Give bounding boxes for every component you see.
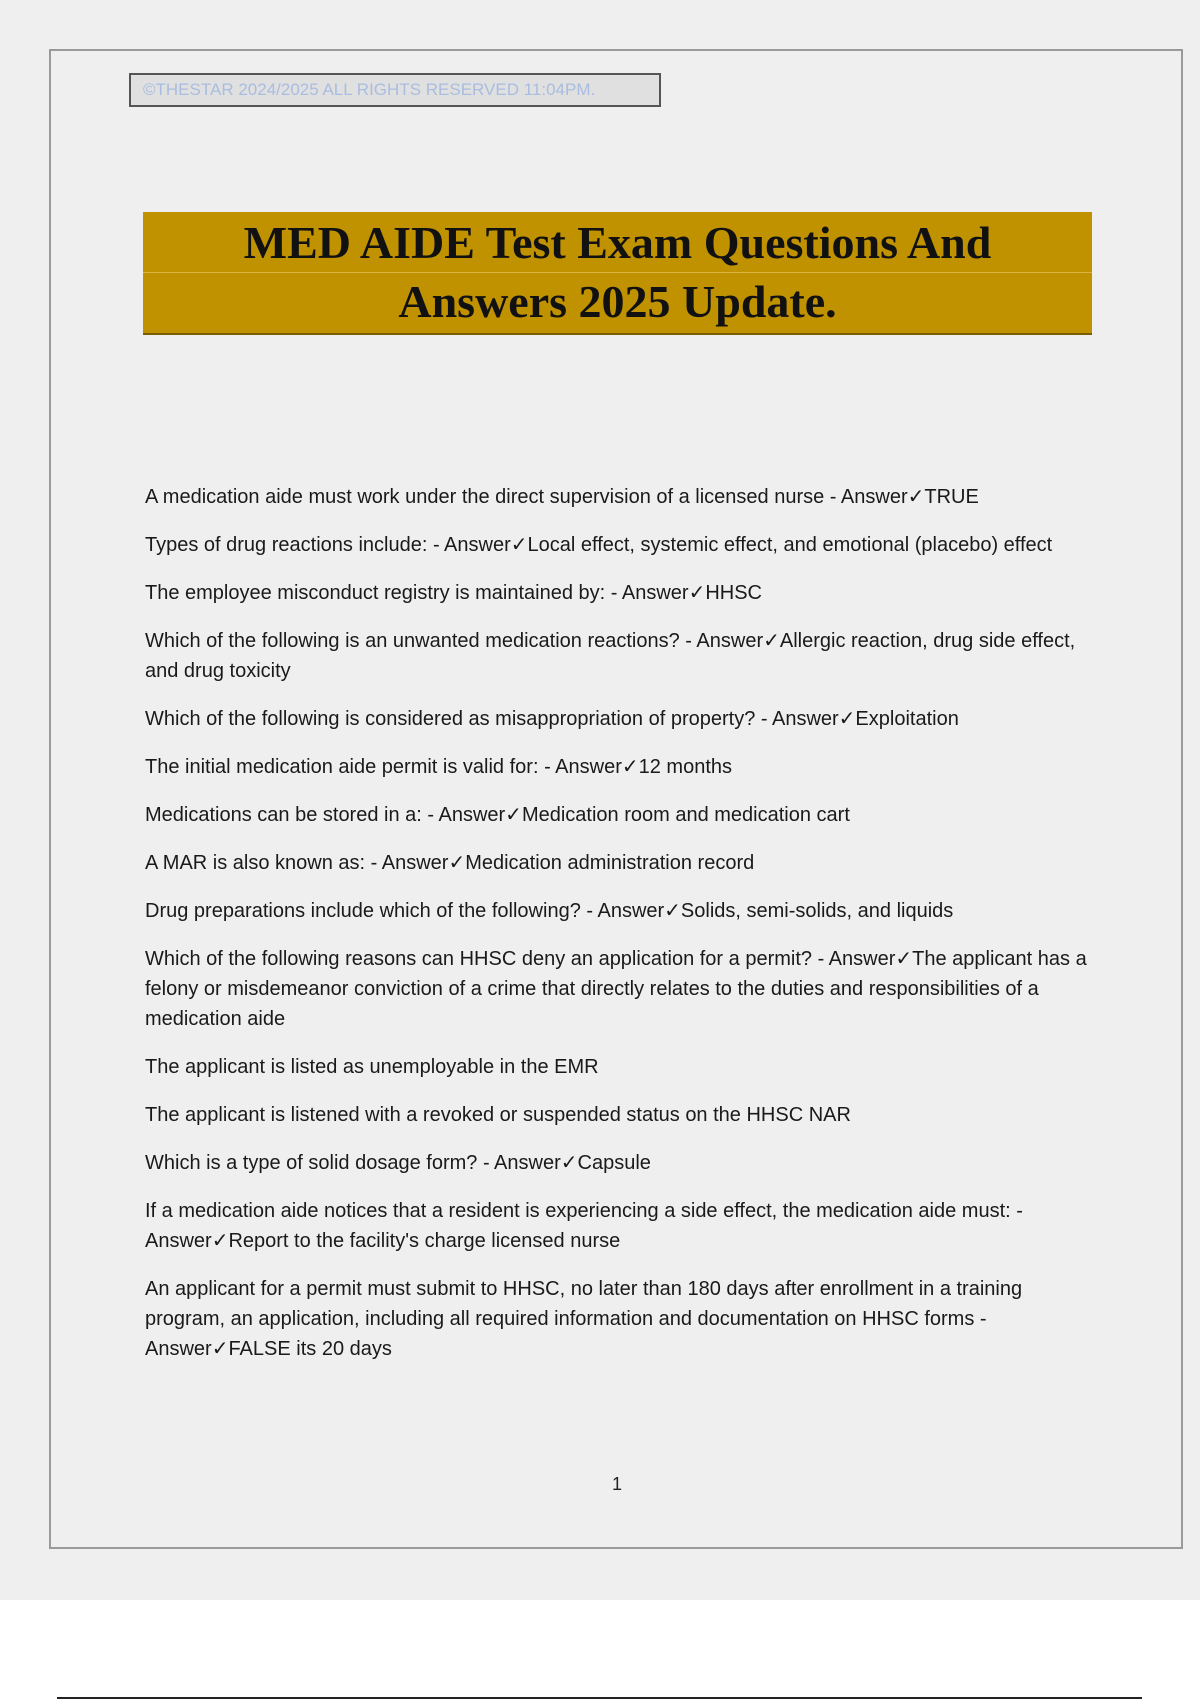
qa-item: The applicant is listened with a revoked or suspended status on the HHSC NAR (145, 1104, 851, 1126)
copyright-banner (129, 73, 661, 107)
qa-item: Medications can be stored in a: - Answer✓Medication room and medication cart (145, 804, 850, 826)
title-line-1: MED AIDE Test Exam Questions And (243, 217, 992, 268)
qa-item: Which of the following is considered as misappropriation of property? - Answer✓Exploitation (145, 708, 959, 730)
bottom-divider (57, 1697, 1142, 1699)
qa-list (145, 482, 1090, 1382)
qa-item: The applicant is listed as unemployable in the EMR (145, 1056, 599, 1078)
qa-item: The employee misconduct registry is maintained by: - Answer✓HHSC (145, 582, 762, 604)
qa-item: A MAR is also known as: - Answer✓Medication administration record (145, 852, 755, 874)
qa-item: Which of the following reasons can HHSC deny an application for a permit? - Answer✓The applicant has a felony or misdemeanor conviction of a crime that directly relates to the duties and responsibilities of a medication aide (145, 948, 1087, 1030)
qa-item: Drug preparations include which of the following? - Answer✓Solids, semi-solids, and liquids (145, 900, 954, 922)
title-banner (143, 212, 1092, 335)
qa-item: Which of the following is an unwanted medication reactions? - Answer✓Allergic reaction, drug side effect, and drug toxicity (145, 630, 1076, 682)
page-number: 1 (611, 1474, 622, 1494)
title-line-2: Answers 2025 Update. (398, 276, 837, 327)
qa-item: Types of drug reactions include: - Answer✓Local effect, systemic effect, and emotional (placebo) effect (145, 534, 1053, 556)
qa-item: If a medication aide notices that a resident is experiencing a side effect, the medication aide must: - Answer✓Report to the facility's charge licensed nurse (145, 1200, 1023, 1252)
copyright-text: ©THESTAR 2024/2025 ALL RIGHTS RESERVED 11:04PM. (143, 80, 596, 99)
qa-item: The initial medication aide permit is valid for: - Answer✓12 months (145, 756, 733, 778)
qa-item: An applicant for a permit must submit to HHSC, no later than 180 days after enrollment in a training program, an application, including all required information and documentation on HHSC forms - Answer✓FALSE its 20 days (145, 1278, 1023, 1360)
qa-item: A medication aide must work under the direct supervision of a licensed nurse - Answer✓TRUE (145, 486, 979, 508)
qa-item: Which is a type of solid dosage form? - Answer✓Capsule (145, 1152, 651, 1174)
